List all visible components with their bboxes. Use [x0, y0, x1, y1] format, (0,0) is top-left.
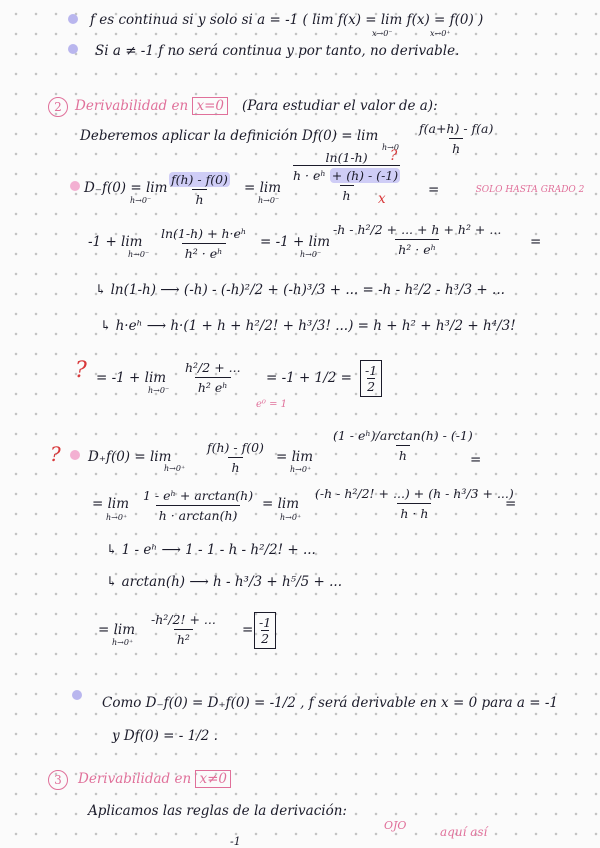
dplus2-mid: = lim: [262, 496, 300, 512]
result1-mid: = -1 + 1/2 =: [266, 370, 352, 386]
bullet-icon: [68, 14, 78, 24]
result2-eq: =: [242, 622, 254, 638]
dminus-label: D₋f(0) = lim: [84, 180, 168, 196]
result2-answer-box: -1 2: [254, 612, 276, 649]
bullet-icon: [70, 450, 80, 460]
section3-title: Derivabilidad en x≠0: [78, 773, 231, 787]
degree-note: SOLO HASTA GRADO 2: [475, 185, 585, 195]
result2-sub: h→0⁺: [112, 638, 134, 647]
dplus-sub: h→0⁺: [164, 464, 186, 473]
aqui-note: aquí así: [440, 825, 488, 839]
taylor-ln: ↳ ln(1-h) ⟶ (-h) - (-h)²/2 + (-h)³/3 + ... = -h - h²/2 - h³/3 + ...: [95, 282, 505, 298]
dplus2-sub: h→0⁺: [106, 513, 128, 522]
dplus-eq: = lim: [276, 449, 314, 465]
definition-fraction: $\frac{f(a+h) - f(a)}{h}$: [419, 121, 494, 156]
result1-note: e⁰ = 1: [256, 399, 288, 410]
dplus-question: ?: [50, 442, 61, 466]
dminus-fraction: $\frac{f(h) - f(0)}{h}$: [171, 172, 228, 207]
dminus-question-mark: ?: [390, 148, 398, 164]
taylor-arctan: ↳ arctan(h) ⟶ h - h³/3 + h⁵/5 + ...: [106, 574, 342, 590]
limit-sub-right: x→0⁺: [430, 29, 451, 38]
bullet-icon: [72, 690, 82, 700]
non-derivable-note: Si a ≠ -1 f no será continua y por tanto, no derivable.: [95, 43, 460, 59]
conclusion-line1: Como D₋f(0) = D₊f(0) = -1/2 , f será derivable en x = 0 para a = -1: [102, 695, 559, 711]
dminus-equals: =: [428, 182, 440, 198]
dplus-big-fraction: $\frac{\text{(1 - eʰ)/arctan(h) - (-1)}}{h}$: [333, 428, 473, 463]
taylor-exp: ↳ 1 - eʰ ⟶ 1 - 1 - h - h²/2! + ...: [106, 542, 316, 558]
dplus2-text: = lim: [92, 496, 130, 512]
definition-text: Deberemos aplicar la definición Df(0) = lim: [80, 128, 379, 144]
definition-sub: h→0: [382, 143, 399, 152]
dplus-tail: =: [470, 452, 482, 468]
result1-sub: h→0⁻: [148, 386, 170, 395]
section-number-icon: 3: [48, 770, 68, 790]
ojo-note: OJO: [384, 819, 407, 832]
dplus2-fraction: $\frac{\text{1 - eʰ + arctan(h)}}{h \cdot \arctan(h)}$: [143, 488, 254, 523]
result2-fraction: $\frac{\text{-h²/2! + ...}}{\text{h²}}$: [151, 612, 216, 647]
step2-mid: = -1 + lim: [260, 234, 331, 250]
dplus-fraction: $\frac{f(h) - f(0)}{h}$: [207, 440, 264, 475]
result1-fraction: $\frac{\text{h²/2 + ...}}{\text{h² eʰ}}$: [185, 360, 241, 395]
dplus-sub2: h→0⁺: [290, 465, 312, 474]
bullet-icon: [70, 181, 80, 191]
dminus-sub: h→0⁻: [130, 196, 152, 205]
taylor-heh: ↳ h·eʰ ⟶ h·(1 + h + h²/2! + h³/3! ...) = h + h² + h³/2 + h⁴/3!: [100, 318, 516, 334]
dplus2-fraction2: $\frac{\text{(-h - h²/2! + ...) + (h - h³/3 + ...)}}{h \cdot h}$: [315, 486, 514, 521]
step2-sub: h→0⁻: [128, 250, 150, 259]
rules-text: Aplicamos las reglas de la derivación:: [88, 803, 347, 819]
result2-text: = lim: [98, 622, 136, 638]
result1-answer-box: -1 2: [360, 360, 382, 397]
dminus-big-fraction: ln(1-h) h · eʰ + (h) - (-1) h: [293, 150, 399, 203]
bullet-icon: [68, 44, 78, 54]
result1-text: = -1 + lim: [96, 370, 167, 386]
continuity-condition: f es continua si y solo si a = -1 ( lim f(x) = lim f(x) = f(0) ): [90, 12, 484, 28]
step2-tail: =: [530, 234, 542, 250]
dminus-sub2: h→0⁻: [258, 196, 280, 205]
section2-title: Derivabilidad en x=0: [75, 100, 228, 114]
step2-fraction: $\frac{\text{ln(1-h) + h·eʰ}}{\text{h² · eʰ}}$: [161, 226, 247, 261]
section2-note: (Para estudiar el valor de a):: [242, 98, 438, 114]
conclusion-line2: y Df(0) = - 1/2 .: [112, 728, 218, 744]
step2-fraction2: $\frac{\text{-h - h²/2 + ... + h + h² + ...}}{\text{h² · eʰ}}$: [333, 222, 502, 257]
dminus-cross-mark: x: [378, 191, 386, 207]
section-number-icon: 2: [48, 97, 68, 117]
result1-question: ?: [75, 358, 87, 383]
rules-bottom: -1: [230, 835, 241, 848]
step2-left: -1 + lim: [88, 234, 143, 250]
step2-sub2: h→0⁻: [300, 250, 322, 259]
dplus2-sub2: h→0⁺: [280, 513, 302, 522]
dminus-eq-lim: = lim: [244, 180, 282, 196]
dplus-label: D₊f(0) = lim: [88, 449, 172, 465]
dplus2-tail: =: [505, 496, 517, 512]
limit-sub-left: x→0⁻: [372, 29, 393, 38]
